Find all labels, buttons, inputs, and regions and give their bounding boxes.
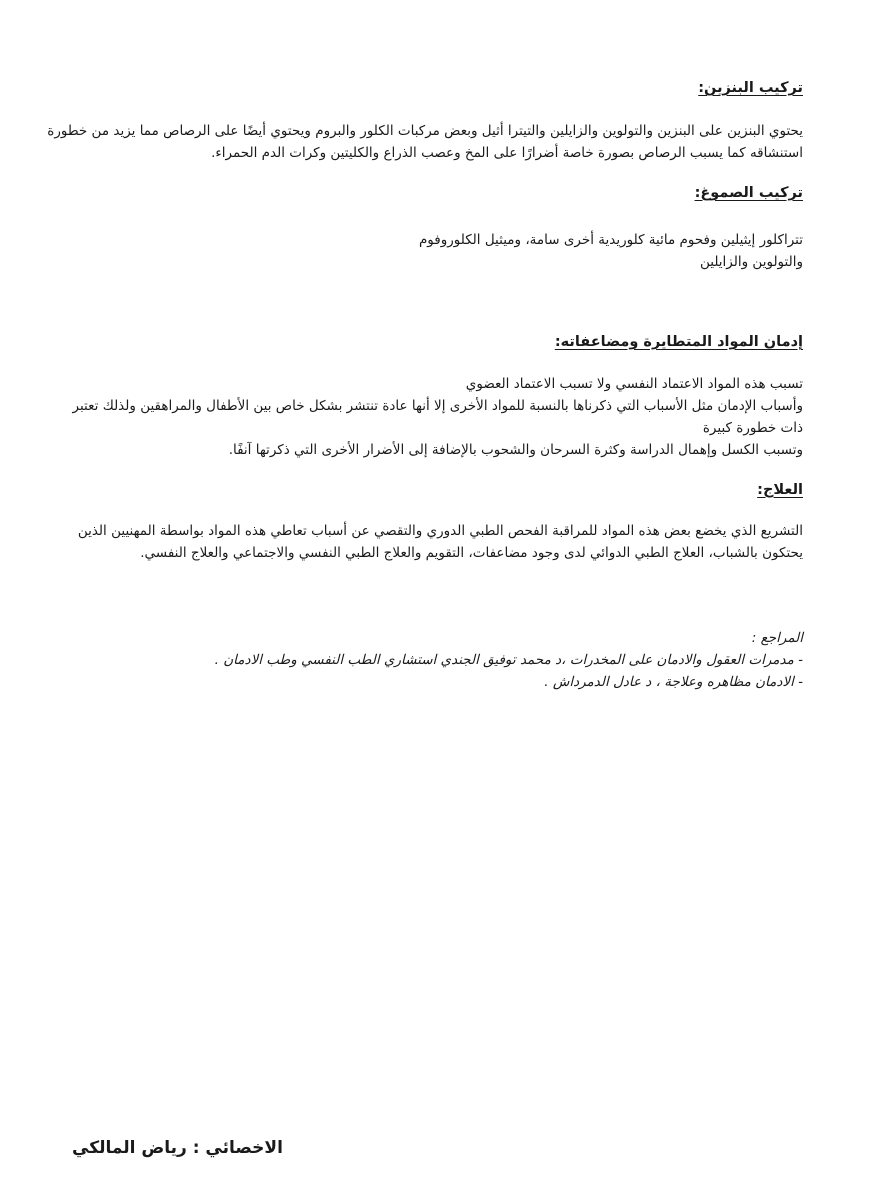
reference-item: - الادمان مظاهره وعلاجة ، د عادل الدمرداش .: [544, 674, 803, 690]
paragraph-line: والتولوين والزايلين: [699, 254, 803, 270]
heading-addiction: إدمان المواد المتطايرة ومضاعفاته:: [554, 334, 803, 350]
heading-glue-composition: تركيب الصموغ:: [694, 185, 803, 201]
paragraph-treatment: [64, 520, 803, 564]
paragraph-line: تسبب هذه المواد الاعتماد النفسي ولا تسبب الاعتماد العضوي: [465, 376, 803, 392]
heading-gasoline-composition: تركيب البنزين:: [698, 80, 803, 96]
paragraph-glue-composition: [64, 229, 803, 273]
heading-treatment: العلاج:: [757, 482, 803, 498]
signature: الاخصائي : رياض المالكي: [72, 1138, 283, 1158]
paragraph-line: استنشاقه كما يسبب الرصاص بصورة خاصة أضرارًا على المخ وعصب الذراع والكليتين وكرات الدم الحمراء.: [211, 145, 803, 161]
paragraph-line: تتراكلور إيثيلين وفحوم مائية كلوريدية أخرى سامة، وميثيل الكلوروفوم: [418, 232, 803, 248]
paragraph-gasoline-composition: [47, 120, 803, 164]
reference-item: - مدمرات العقول والادمان على المخدرات ،د محمد توفيق الجندي استشاري الطب النفسي وطب الادمان .: [214, 652, 803, 668]
paragraph-addiction: [64, 373, 803, 461]
paragraph-line: وأسباب الإدمان مثل الأسباب التي ذكرناها بالنسبة للمواد الأخرى إلا أنها عادة تنتشر بشكل خاص بين الأطفال والمراهقين ولذلك تعتبر: [72, 398, 803, 414]
references-title: المراجع :: [751, 630, 803, 646]
paragraph-line: يحتوي البنزين على البنزين والتولوين والزايلين والتيترا أثيل وبعض مركبات الكلور والبروم ويحتوي أيضًا على الرصاص مما يزيد من خطورة: [47, 123, 803, 139]
paragraph-line: وتسبب الكسل وإهمال الدراسة وكثرة السرحان والشحوب بالإضافة إلى الأضرار الأخرى التي ذكرتها آنفًا.: [228, 442, 803, 458]
paragraph-line: يحتكون بالشباب، العلاج الطبي الدوائي لدى وجود مضاعفات، التقويم والعلاج الطبي النفسي والاجتماعي والعلاج النفسي.: [140, 545, 803, 561]
paragraph-line: ذات خطورة كبيرة: [702, 420, 803, 436]
paragraph-line: التشريع الذي يخضع بعض هذه المواد للمراقبة الفحص الطبي الدوري والتقصي عن أسباب تعاطي هذه المواد بواسطة المهنيين الذين: [77, 523, 803, 539]
references: [64, 627, 803, 693]
